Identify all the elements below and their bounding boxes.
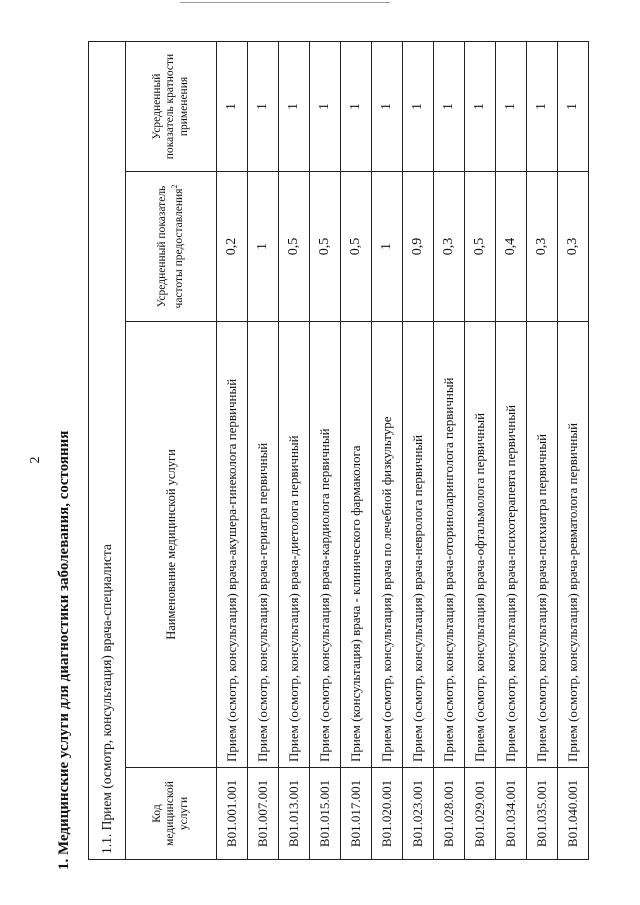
service-multiplicity: 1 — [403, 42, 434, 172]
service-code: B01.035.001 — [527, 768, 558, 860]
table-body — [89, 42, 589, 860]
service-name: Прием (осмотр, консультация) врача-ревматолога первичный — [558, 322, 589, 768]
service-code: B01.015.001 — [310, 768, 341, 860]
service-multiplicity: 1 — [217, 42, 248, 172]
column-header-frequency — [126, 172, 217, 322]
service-frequency: 0,5 — [465, 172, 496, 322]
page-number: 2 — [28, 456, 43, 464]
service-frequency: 1 — [372, 172, 403, 322]
service-name: Прием (осмотр, консультация) врача-оториноларинголога первичный — [434, 322, 465, 768]
service-code: B01.028.001 — [434, 768, 465, 860]
service-name: Прием (осмотр, консультация) врача-психотерапевта первичный — [496, 322, 527, 768]
service-name: Прием (осмотр, консультация) врача-невролога первичный — [403, 322, 434, 768]
service-multiplicity: 1 — [341, 42, 372, 172]
top-edge-line — [180, 2, 390, 3]
column-header-code: Код медицинской услуги — [126, 768, 217, 860]
service-multiplicity: 1 — [248, 42, 279, 172]
service-frequency: 0,5 — [279, 172, 310, 322]
service-frequency: 0,2 — [217, 172, 248, 322]
subsection-row — [89, 42, 126, 860]
service-name: Прием (осмотр, консультация) врача-гериатра первичный — [248, 322, 279, 768]
service-frequency: 0,3 — [527, 172, 558, 322]
table-row — [527, 42, 558, 860]
table-row — [465, 42, 496, 860]
service-name: Прием (консультация) врача - клинического фармаколога — [341, 322, 372, 768]
service-multiplicity: 1 — [310, 42, 341, 172]
services-table — [88, 41, 589, 860]
service-frequency: 0,9 — [403, 172, 434, 322]
service-name: Прием (осмотр, консультация) врача-акушера-гинеколога первичный — [217, 322, 248, 768]
service-code: B01.023.001 — [403, 768, 434, 860]
service-code: B01.017.001 — [341, 768, 372, 860]
service-code: B01.029.001 — [465, 768, 496, 860]
table-row — [403, 42, 434, 860]
table-row — [372, 42, 403, 860]
service-code: B01.034.001 — [496, 768, 527, 860]
service-frequency: 0,3 — [558, 172, 589, 322]
column-header-multiplicity: Усредненный показатель кратности применения — [126, 42, 217, 172]
service-frequency: 0,5 — [310, 172, 341, 322]
header-row — [126, 42, 217, 860]
service-multiplicity: 1 — [279, 42, 310, 172]
footnote-marker: 2 — [169, 184, 179, 189]
service-code: B01.040.001 — [558, 768, 589, 860]
table-row — [279, 42, 310, 860]
service-name: Прием (осмотр, консультация) врача по лечебной физкультуре — [372, 322, 403, 768]
subsection-title: 1.1. Прием (осмотр, консультация) врача-специалиста — [89, 42, 126, 860]
service-code: B01.020.001 — [372, 768, 403, 860]
service-multiplicity: 1 — [496, 42, 527, 172]
table-row — [558, 42, 589, 860]
column-header-frequency-text: Усредненный показатель частоты предоставления — [156, 185, 185, 309]
table-row — [217, 42, 248, 860]
service-multiplicity: 1 — [465, 42, 496, 172]
service-name: Прием (осмотр, консультация) врача-офтальмолога первичный — [465, 322, 496, 768]
table-row — [248, 42, 279, 860]
service-code: B01.007.001 — [248, 768, 279, 860]
service-multiplicity: 1 — [372, 42, 403, 172]
table-row — [496, 42, 527, 860]
service-frequency: 1 — [248, 172, 279, 322]
service-code: B01.013.001 — [279, 768, 310, 860]
service-multiplicity: 1 — [434, 42, 465, 172]
table-row — [434, 42, 465, 860]
service-frequency: 0,4 — [496, 172, 527, 322]
service-frequency: 0,5 — [341, 172, 372, 322]
service-name: Прием (осмотр, консультация) врача-диетолога первичный — [279, 322, 310, 768]
table-row — [310, 42, 341, 860]
service-name: Прием (осмотр, консультация) врача-кардиолога первичный — [310, 322, 341, 768]
rotated-page — [20, 40, 620, 880]
table-row — [341, 42, 372, 860]
service-name: Прием (осмотр, консультация) врача-психиатра первичный — [527, 322, 558, 768]
service-multiplicity: 1 — [527, 42, 558, 172]
service-frequency: 0,3 — [434, 172, 465, 322]
service-multiplicity: 1 — [558, 42, 589, 172]
service-code: B01.001.001 — [217, 768, 248, 860]
column-header-name: Наименование медицинской услуги — [126, 322, 217, 768]
section-heading: 1. Медицинские услуги для диагностики заболевания, состояния — [56, 430, 72, 870]
